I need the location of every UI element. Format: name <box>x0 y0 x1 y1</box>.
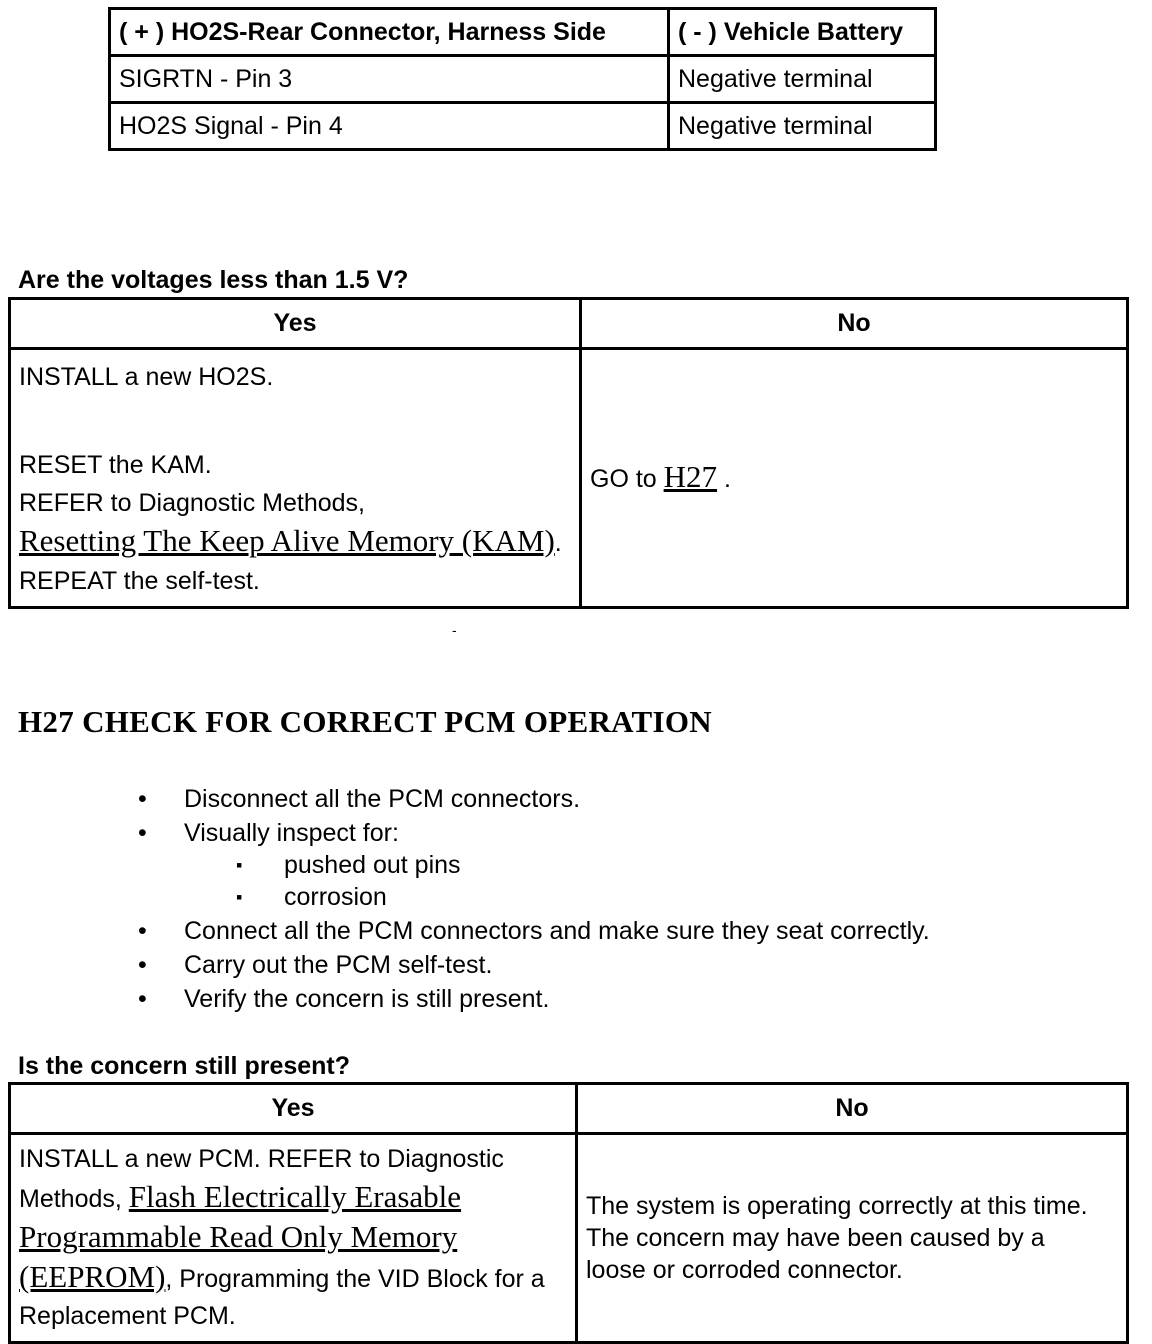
table-cell: Negative terminal <box>669 103 936 150</box>
h27-link[interactable]: H27 <box>663 459 718 494</box>
bullet-icon: • <box>138 985 147 1013</box>
list-item-text: Disconnect all the PCM connectors. <box>184 785 581 813</box>
list-item-text: Connect all the PCM connectors and make sure they seat correctly. <box>184 917 930 945</box>
q2-no-header: No <box>577 1084 1128 1134</box>
q2-yes-header: Yes <box>10 1084 577 1134</box>
table-row <box>110 103 936 150</box>
list-item-text: Verify the concern is still present. <box>184 985 550 1013</box>
q2-no-cell <box>577 1134 1128 1343</box>
q1-yes-after-link: . REPEAT the self-test. <box>19 529 562 595</box>
q2-yes-prefix: INSTALL a new PCM. REFER to Diagnostic Methods, <box>19 1145 504 1213</box>
q2-no-text: The system is operating correctly at this time. The concern may have been caused by a loose or corroded connector. <box>586 1192 1088 1284</box>
bullet-icon: • <box>138 951 147 979</box>
bullet-icon: • <box>138 819 147 847</box>
list-item-text: Carry out the PCM self-test. <box>184 951 493 979</box>
q2-answer-row <box>10 1134 1128 1343</box>
square-bullet-icon: ▪ <box>236 855 243 875</box>
bullet-icon: • <box>138 917 147 945</box>
q1-yes-line2: RESET the KAM. <box>19 451 212 479</box>
q2-yes-suffix: , Programming the VID Block for a Replacement PCM. <box>19 1265 545 1330</box>
connector-table <box>108 7 937 151</box>
connector-table-header-row <box>110 9 936 56</box>
h27-section-title: H27 CHECK FOR CORRECT PCM OPERATION <box>18 704 712 739</box>
flash-eeprom-link[interactable]: Flash Electrically Erasable Programmable Read Only Memory (EEPROM) <box>19 1179 462 1294</box>
q1-yes-line1: INSTALL a new HO2S. <box>19 363 274 391</box>
q1-header-row <box>10 299 1128 349</box>
q2-yes-cell <box>10 1134 577 1343</box>
q2-header-row <box>10 1084 1128 1134</box>
q1-question: Are the voltages less than 1.5 V? <box>18 266 409 294</box>
q2-yes-no-table <box>8 1082 1129 1344</box>
stray-mark: - <box>452 622 457 638</box>
table-cell: SIGRTN - Pin 3 <box>110 56 669 103</box>
vehicle-battery-header: ( - ) Vehicle Battery <box>669 9 936 56</box>
q1-no-header: No <box>581 299 1128 349</box>
q1-yes-no-table <box>8 297 1129 609</box>
sub-list-item-text: corrosion <box>284 883 387 911</box>
spacer <box>19 396 571 446</box>
table-cell: Negative terminal <box>669 56 936 103</box>
list-item-text: Visually inspect for: <box>184 819 399 847</box>
bullet-icon: • <box>138 785 147 813</box>
resetting-kam-link[interactable]: Resetting The Keep Alive Memory (KAM) <box>19 523 555 558</box>
sub-list-item-text: pushed out pins <box>284 851 461 879</box>
q1-yes-link-para <box>19 522 571 600</box>
q2-question: Is the concern still present? <box>18 1052 351 1080</box>
table-cell: HO2S Signal - Pin 4 <box>110 103 669 150</box>
q1-yes-header: Yes <box>10 299 581 349</box>
table-row <box>110 56 936 103</box>
q1-answer-row <box>10 349 1128 608</box>
q1-yes-line3: REFER to Diagnostic Methods, <box>19 489 365 517</box>
square-bullet-icon: ▪ <box>236 887 243 907</box>
q1-no-prefix: GO to <box>590 465 664 493</box>
q1-no-cell <box>581 349 1128 608</box>
harness-side-header: ( + ) HO2S-Rear Connector, Harness Side <box>110 9 669 56</box>
q1-no-suffix: . <box>717 465 731 493</box>
q1-yes-cell <box>10 349 581 608</box>
